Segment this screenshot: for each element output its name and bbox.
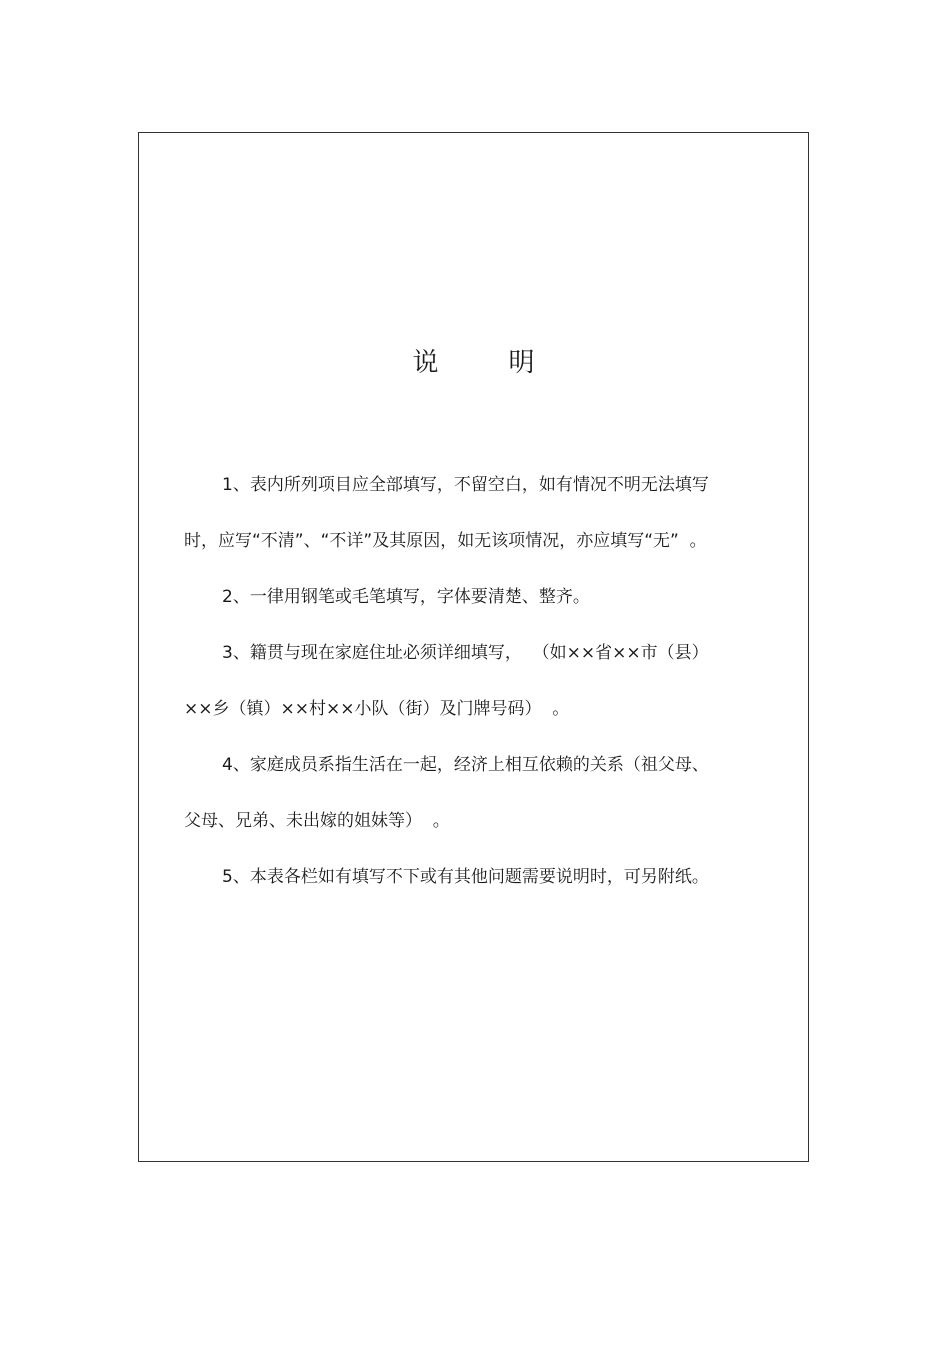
instruction-4-line-1: 4、家庭成员系指生活在一起，经济上相互依赖的关系（祖父母、 <box>222 755 709 775</box>
instruction-3-line-1: 3、籍贯与现在家庭住址必须详细填写， （如××省××市（县） <box>222 643 709 663</box>
instruction-4-line-2: 父母、兄弟、未出嫁的姐妹等） 。 <box>184 811 450 831</box>
page-title <box>139 345 808 381</box>
instruction-5-line-1: 5、本表各栏如有填写不下或有其他问题需要说明时，可另附纸。 <box>222 867 709 887</box>
instruction-item-5 <box>184 849 766 905</box>
instructions-body <box>184 457 766 905</box>
title-char-1: 说 <box>412 348 439 378</box>
instruction-3-line-2: ××乡（镇）××村××小队（街）及门牌号码） 。 <box>184 699 570 719</box>
instruction-item-4 <box>184 737 766 793</box>
instruction-1-line-1: 1、表内所列项目应全部填写，不留空白，如有情况不明无法填写 <box>222 475 709 495</box>
instruction-item-3-continued <box>184 681 766 737</box>
instruction-item-3 <box>184 625 766 681</box>
instruction-item-1 <box>184 457 766 513</box>
instruction-item-2 <box>184 569 766 625</box>
instruction-item-4-continued <box>184 793 766 849</box>
title-char-2: 明 <box>508 348 535 378</box>
instruction-2-line-1: 2、一律用钢笔或毛笔填写，字体要清楚、整齐。 <box>222 587 590 607</box>
instruction-1-line-2: 时，应写“不清”、“不详”及其原因，如无该项情况，亦应填写“无” 。 <box>184 531 707 551</box>
instruction-item-1-continued <box>184 513 766 569</box>
form-border-frame <box>138 132 809 1162</box>
